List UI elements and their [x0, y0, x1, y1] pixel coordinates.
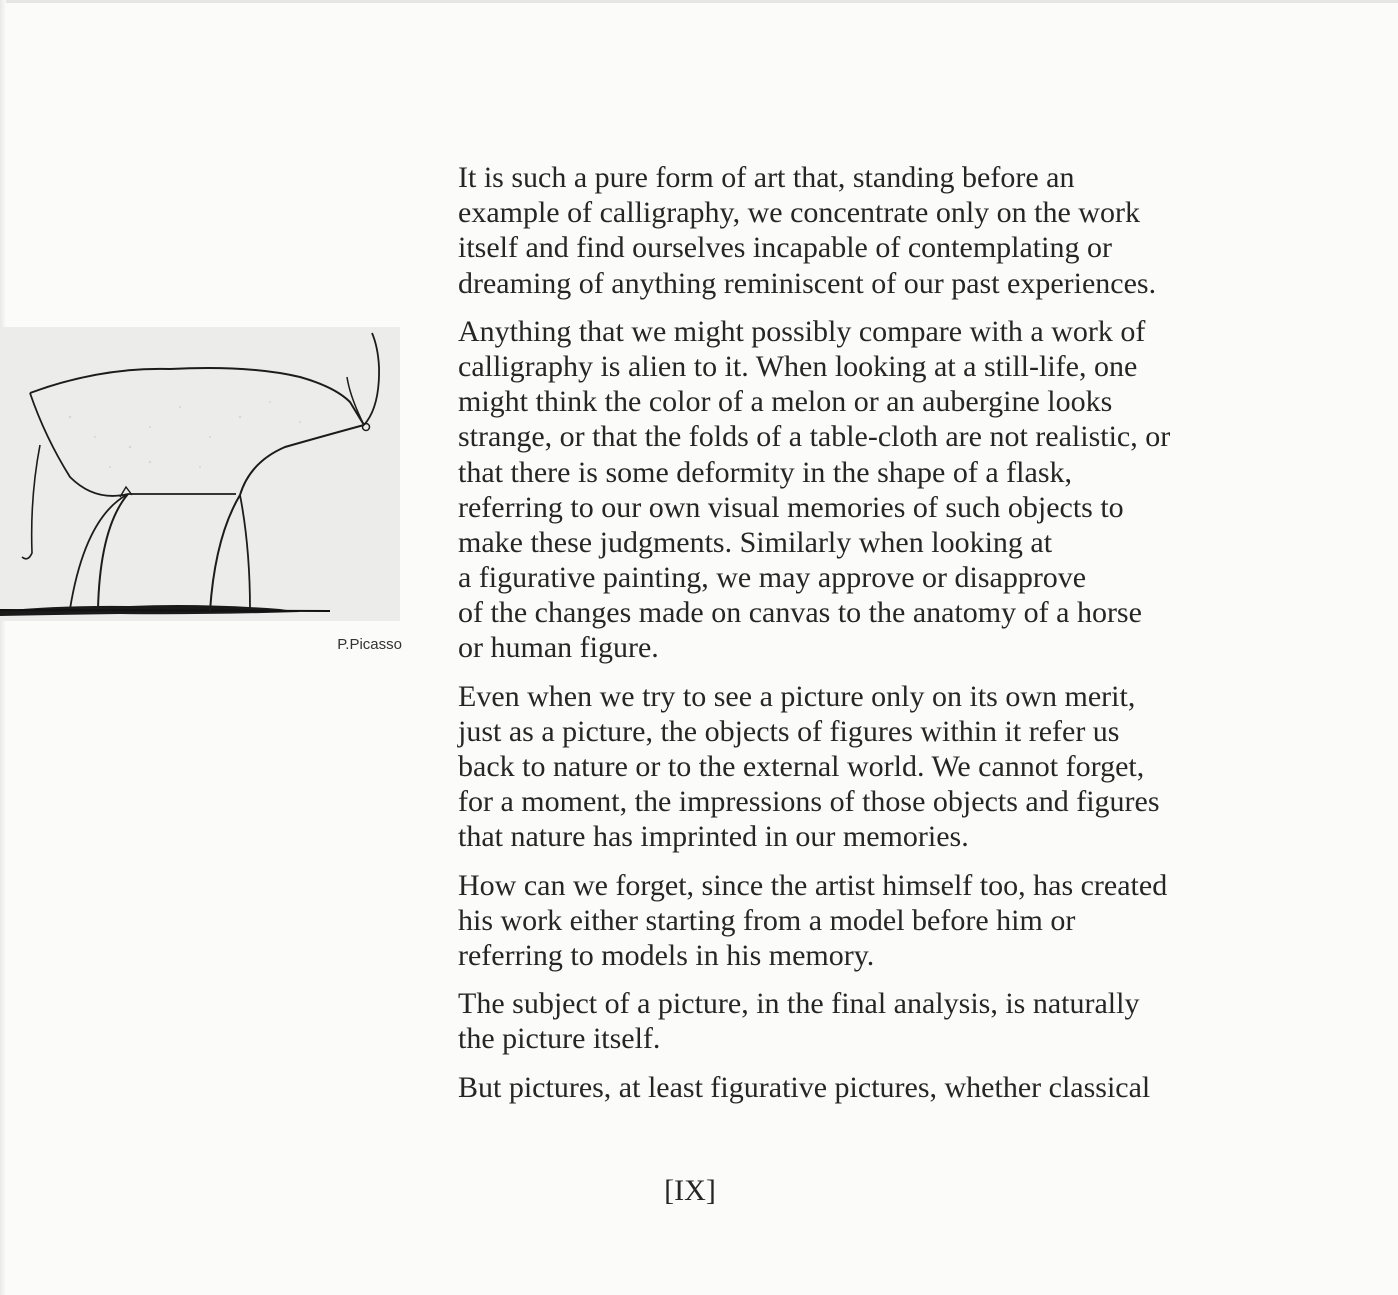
bull-drawing	[0, 327, 400, 621]
text-line: or human figure.	[458, 631, 659, 665]
text-line: Anything that we might possibly compare with a work of	[458, 314, 1146, 348]
bull-back	[30, 368, 364, 425]
page-edge-left	[0, 0, 6, 1295]
paragraph	[458, 868, 1288, 974]
text-line: the picture itself.	[458, 1022, 661, 1056]
text-line: a figurative painting, we may approve or disapprove	[458, 561, 1087, 595]
bull-tail	[22, 445, 40, 559]
text-line: example of calligraphy, we concentrate only on the work	[458, 196, 1140, 230]
paragraph	[458, 986, 1288, 1056]
text-line: that there is some deformity in the shape of a flask,	[458, 455, 1072, 489]
text-line: calligraphy is alien to it. When looking at a still-life, one	[458, 349, 1138, 383]
text-line: itself and find ourselves incapable of contemplating or	[458, 231, 1112, 265]
text-line: just as a picture, the objects of figures within it refer us	[458, 714, 1120, 748]
text-line: back to nature or to the external world. We cannot forget,	[458, 750, 1145, 783]
figure-caption: P.Picasso	[337, 636, 402, 653]
paragraph	[458, 679, 1288, 855]
text-line: strange, or that the folds of a table-cloth are not realistic, or	[458, 420, 1171, 454]
picasso-bull-figure	[0, 327, 400, 621]
bull-belly-front	[240, 425, 364, 495]
text-line: But pictures, at least figurative pictures, whether classical	[458, 1070, 1151, 1104]
bull-horn-right	[364, 333, 379, 425]
bull-front-leg-2	[240, 495, 250, 609]
paragraph	[458, 314, 1288, 666]
text-line: for a moment, the impressions of those objects and figures	[458, 785, 1160, 819]
text-line: dreaming of anything reminiscent of our past experiences.	[458, 266, 1157, 300]
text-line: The subject of a picture, in the final analysis, is naturally	[458, 987, 1140, 1021]
paragraph	[458, 160, 1288, 301]
bull-rump	[30, 393, 128, 496]
text-line: his work either starting from a model before him or	[458, 903, 1076, 937]
text-line: that nature has imprinted in our memories.	[458, 820, 969, 854]
text-line: It is such a pure form of art that, standing before an	[458, 161, 1075, 194]
text-line: referring to our own visual memories of such objects to	[458, 490, 1124, 524]
text-line: How can we forget, since the artist himself too, has created	[458, 868, 1168, 902]
paragraph	[458, 1070, 1288, 1105]
bull-front-leg	[210, 495, 240, 611]
text-line: make these judgments. Similarly when looking at	[458, 525, 1053, 559]
page-edge-top	[0, 0, 1398, 3]
body-text	[458, 160, 1288, 1118]
page-number: [IX]	[664, 1174, 716, 1207]
text-line: might think the color of a melon or an aubergine looks	[458, 385, 1113, 419]
text-line: Even when we try to see a picture only on its own merit,	[458, 679, 1136, 713]
bull-hind-leg	[98, 494, 128, 609]
text-line: referring to models in his memory.	[458, 938, 875, 972]
text-line: of the changes made on canvas to the anatomy of a horse	[458, 596, 1142, 630]
